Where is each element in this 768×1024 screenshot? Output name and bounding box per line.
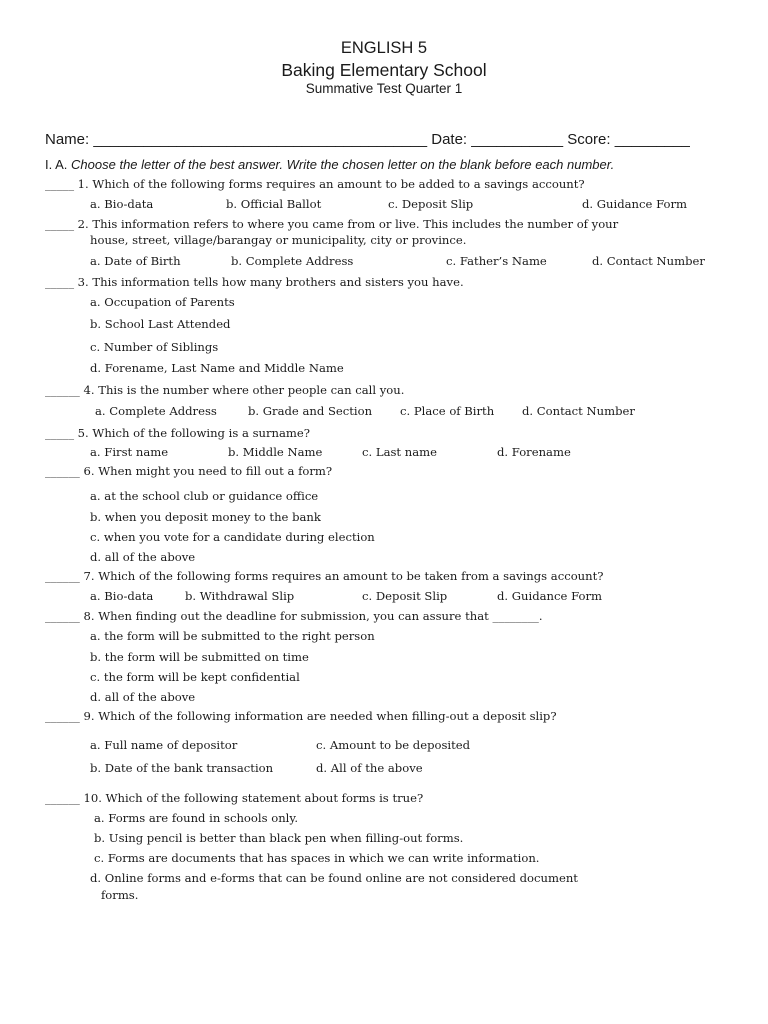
option: b. Complete Address	[231, 254, 354, 268]
option: a. Forms are found in schools only.	[94, 811, 299, 825]
question-text: 2. This information refers to where you came from or live. This includes the number of your	[77, 217, 619, 231]
option: a. First name	[90, 445, 169, 459]
question-text: 4. This is the number where other people can call you.	[83, 383, 405, 397]
school-name: Baking Elementary School	[281, 60, 487, 80]
question-4	[45, 383, 404, 398]
part-label: I. A.	[45, 157, 68, 172]
answer-blank[interactable]: _____	[45, 217, 74, 231]
option: c. Place of Birth	[400, 404, 495, 418]
question-text: 9. Which of the following information are needed when filling-out a deposit slip?	[83, 709, 557, 723]
question-text: 10. Which of the following statement about forms is true?	[83, 791, 424, 805]
question-text: 1. Which of the following forms requires an amount to be added to a savings account?	[77, 177, 585, 191]
option: b. Official Ballot	[226, 197, 322, 211]
option: c. Deposit Slip	[362, 589, 448, 603]
name-label: Name:	[45, 131, 90, 148]
answer-blank[interactable]: _____	[45, 275, 74, 289]
answer-blank[interactable]: ______	[45, 791, 80, 805]
question-7	[45, 569, 603, 584]
option: d. Forename	[497, 445, 571, 459]
date-field[interactable]: ___________	[471, 131, 564, 148]
question-10	[45, 791, 423, 806]
question-3	[45, 275, 464, 290]
option: b. Withdrawal Slip	[185, 589, 295, 603]
option: a. Date of Birth	[90, 254, 181, 268]
answer-blank[interactable]: _____	[45, 177, 74, 191]
option: c. when you vote for a candidate during election	[90, 530, 375, 544]
option: a. at the school club or guidance office	[90, 489, 319, 503]
question-text: 3. This information tells how many brothers and sisters you have.	[77, 275, 464, 289]
option: a. Complete Address	[95, 404, 217, 418]
option: b. Using pencil is better than black pen when filling-out forms.	[94, 831, 464, 845]
option: b. Date of the bank transaction	[90, 761, 274, 775]
answer-blank[interactable]: ______	[45, 464, 80, 478]
option: d. all of the above	[90, 690, 196, 704]
score-label: Score:	[567, 131, 611, 148]
option: a. Bio-data	[90, 589, 154, 603]
option: d. Contact Number	[522, 404, 635, 418]
option: d. Guidance Form	[582, 197, 687, 211]
student-info-line	[45, 131, 690, 148]
instruction	[45, 157, 614, 172]
option: a. Bio-data	[90, 197, 154, 211]
option: c. Forms are documents that has spaces in which we can write information.	[94, 851, 540, 865]
answer-blank[interactable]: ______	[45, 383, 80, 397]
question-text: 5. Which of the following is a surname?	[77, 426, 311, 440]
question-text-cont: house, street, village/barangay or municipality, city or province.	[90, 233, 467, 247]
question-8	[45, 609, 543, 624]
answer-blank[interactable]: _____	[45, 426, 74, 440]
option: a. Full name of depositor	[90, 738, 238, 752]
option: d. All of the above	[316, 761, 423, 775]
question-text: 8. When finding out the deadline for submission, you can assure that ________.	[83, 609, 543, 623]
answer-blank[interactable]: ______	[45, 569, 80, 583]
test-title: Summative Test Quarter 1	[305, 81, 463, 96]
question-2	[45, 217, 618, 232]
option: a. Occupation of Parents	[90, 295, 235, 309]
question-5	[45, 426, 310, 441]
option: b. School Last Attended	[90, 317, 231, 331]
answer-blank[interactable]: ______	[45, 709, 80, 723]
question-1	[45, 177, 585, 192]
option-cont: forms.	[101, 888, 139, 902]
option: b. Middle Name	[228, 445, 323, 459]
name-field[interactable]: ________________________________________	[93, 131, 428, 148]
option: a. the form will be submitted to the right person	[90, 629, 375, 643]
option: c. Deposit Slip	[388, 197, 474, 211]
question-9	[45, 709, 557, 724]
date-label: Date:	[431, 131, 468, 148]
option: d. all of the above	[90, 550, 196, 564]
subject-title: ENGLISH 5	[340, 39, 428, 57]
option: d. Forename, Last Name and Middle Name	[90, 361, 344, 375]
score-field[interactable]: _________	[614, 131, 690, 148]
question-text: 6. When might you need to fill out a form?	[83, 464, 333, 478]
option: b. the form will be submitted on time	[90, 650, 309, 664]
option: d. Contact Number	[592, 254, 705, 268]
question-text: 7. Which of the following forms requires an amount to be taken from a savings account?	[83, 569, 604, 583]
option: d. Online forms and e-forms that can be found online are not considered document	[90, 871, 578, 885]
option: c. Amount to be deposited	[316, 738, 471, 752]
option: c. the form will be kept confidential	[90, 670, 300, 684]
option: c. Last name	[362, 445, 438, 459]
option: c. Father’s Name	[446, 254, 547, 268]
option: c. Number of Siblings	[90, 340, 219, 354]
option: d. Guidance Form	[497, 589, 602, 603]
option: b. Grade and Section	[248, 404, 373, 418]
question-6	[45, 464, 332, 479]
instruction-text: Choose the letter of the best answer. Write the chosen letter on the blank before each number.	[71, 157, 615, 172]
answer-blank[interactable]: ______	[45, 609, 80, 623]
option: b. when you deposit money to the bank	[90, 510, 321, 524]
